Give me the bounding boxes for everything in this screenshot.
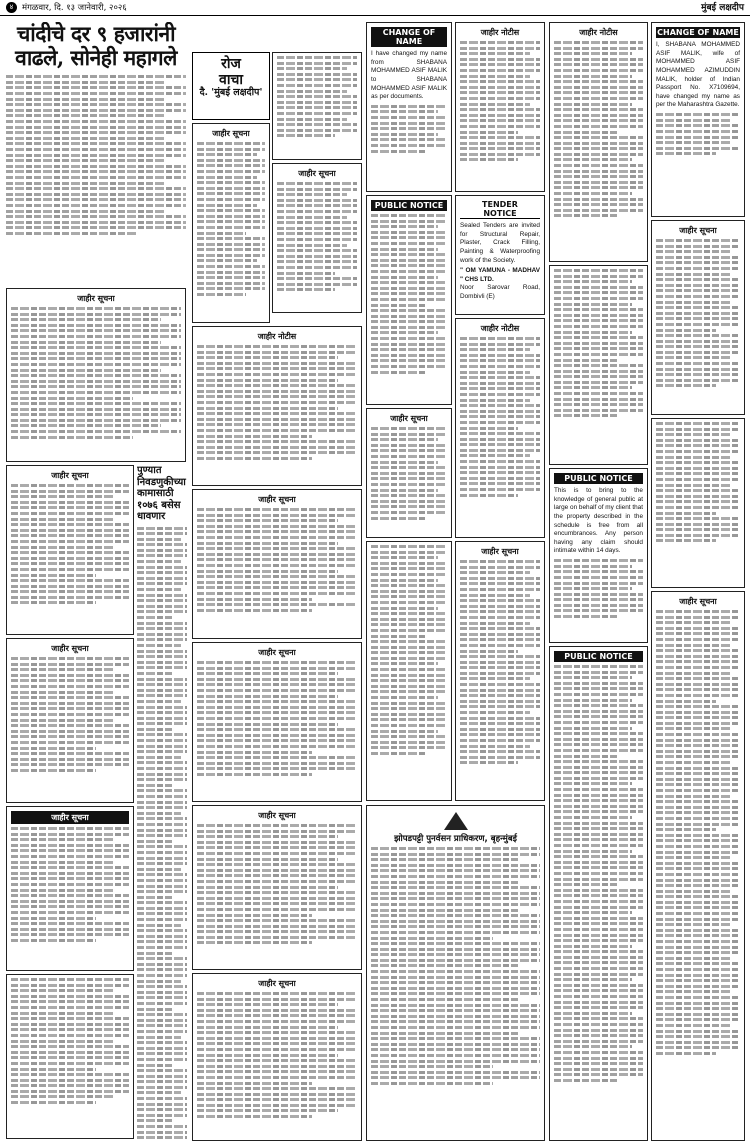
notice-title: जाहीर नोटीस [480,324,520,333]
sra-notice [366,805,545,1141]
notice-col1-e [6,974,134,1139]
notice-col1-d [6,806,134,971]
tender-notice-box [455,195,545,315]
change-of-name-box-2 [651,22,745,217]
notice-title: जाहीर सूचना [258,811,296,820]
notice-title: जाहीर नोटीस [579,28,618,37]
notice-col5-c [549,646,648,1141]
sra-title: झोपडपट्टी पुनर्वसन प्राधिकरण, बृहन्मुंबई [394,834,517,844]
notice-title: जाहीर सूचना [298,169,336,178]
notice-col6-c [651,591,745,1141]
notice-title: CHANGE OF NAME [371,27,447,47]
notice-title: जाहीर सूचना [679,597,717,606]
side-story [137,465,187,1140]
paper-name: मुंबई लक्षदीप [701,3,744,13]
notice-col1-c [6,638,134,803]
notice-title: PUBLIC NOTICE [554,651,643,662]
notice-title: जाहीर सूचना [212,129,250,138]
page-header [0,0,750,16]
notice-col3-c [366,408,452,538]
change-of-name-body: I have changed my name from SHABANA MOHAMMED ASIF MALIK to SHABANA MOHAMMED ASIF MALIK as per documents. [371,50,447,101]
side-story-headline: पुण्यात निवडणुकीच्या कामासाठी १०७६ बसेस धावणार [137,465,186,522]
notice-title: जाहीर नोटीस [480,28,520,37]
notice-title: जाहीर सूचना [51,471,89,480]
notice-col2-a [192,123,270,323]
page-number-badge: ४ [6,2,17,13]
notice-title: जाहीर सूचना [51,644,89,653]
notice-col1-a [6,288,186,462]
notice-col4-a [455,22,545,192]
notice-title: CHANGE OF NAME [657,28,739,37]
notice-col4-b [455,318,545,538]
notice-col2-b [192,326,362,486]
notice-title: जाहीर सूचना [258,648,296,657]
tender-company: " OM YAMUNA - MADHAV " CHS LTD. [460,267,540,283]
notice-col2-e [192,805,362,970]
notice-title: जाहीर सूचना [258,979,296,988]
notice-col3-b [272,163,362,313]
notice-col3-d [366,541,452,801]
notice-title: जाहीर सूचना [258,495,296,504]
notice-title: PUBLIC NOTICE [371,200,447,211]
public-notice-body: This is to bring to the knowledge of general public at large on behalf of my client that the property described in the schedule is free from all encumbrances. Any person having any claim should intimate within 14 days. [554,487,643,555]
notice-title: TENDER NOTICE [460,200,540,219]
notice-col3-a [272,52,362,160]
notice-title: जाहीर सूचना [679,226,717,235]
promo-line2: वाचा [219,72,243,89]
tender-address: Noor Sarovar Road, Dombivli (E) [460,284,540,301]
change-of-name-box [366,22,452,192]
public-notice-en-box [549,468,648,643]
masthead-promo [192,52,270,120]
notice-title: जाहीर सूचना [11,811,129,824]
notice-col2-d [192,642,362,802]
notice-col2-c [192,489,362,639]
lead-body [6,75,186,235]
notice-title: जाहीर सूचना [390,414,428,423]
notice-col4-c [455,541,545,801]
notice-title: जाहीर सूचना [77,294,115,303]
notice-title: जाहीर सूचना [481,547,519,556]
notice-col6-a [651,220,745,415]
notice-col1-b [6,465,134,635]
notice-col2-f [192,973,362,1141]
public-notice-box [366,195,452,405]
lead-headline: चांदीचे दर ९ हजारांनी वाढले, सोनेही महागले [15,22,177,71]
promo-line1: रोज [221,56,241,72]
sra-logo-icon [444,812,468,830]
change-of-name-body-2: I, SHABANA MOHAMMED ASIF MALIK, wife of MOHAMMED ASIF MOHAMMED AZIMUDDIN MALIK, holder of Indian Passport No. X7109694, have changed my name as per the Maharashtra Gazette. [656,41,740,109]
promo-line3: दै. 'मुंबई लक्षदीप' [199,87,263,99]
tender-body: Sealed Tenders are invited for Structural Repair, Plaster, Crack Filling, Painting & Waterproofing work of the Society. [460,222,540,264]
notice-title: जाहीर नोटीस [257,332,297,341]
notice-col5-b [549,265,648,465]
notice-title: PUBLIC NOTICE [554,473,643,484]
notice-col6-b [651,418,745,588]
notice-col5-a [549,22,648,262]
issue-date: मंगळवार, दि. १३ जानेवारी, २०२६ [22,3,127,13]
lead-story [6,22,186,287]
